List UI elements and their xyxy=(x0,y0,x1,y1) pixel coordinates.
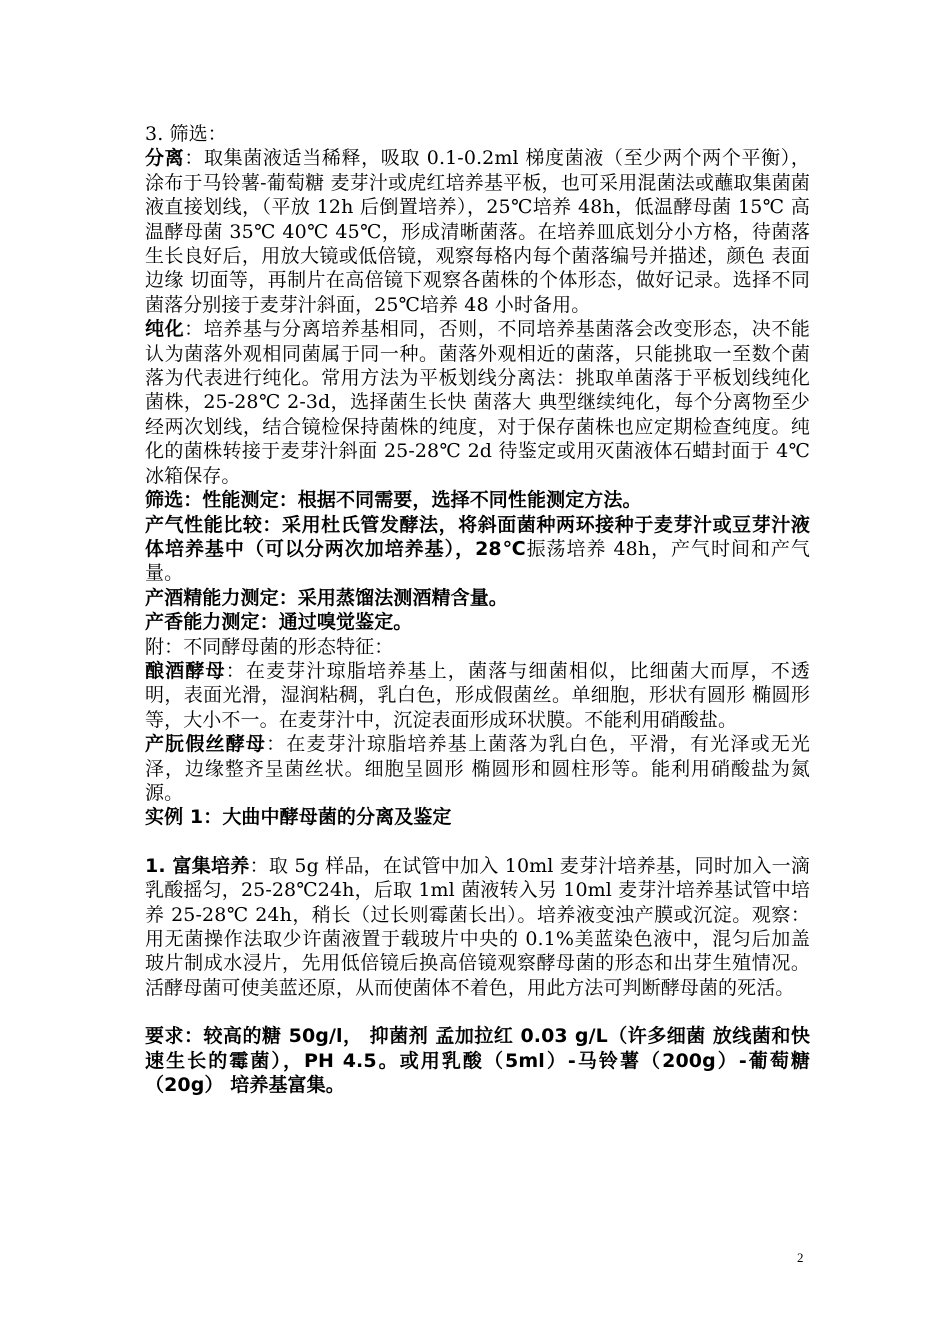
section-heading: 3. 筛选： xyxy=(145,123,227,145)
purification-paragraph xyxy=(145,317,810,488)
pseudohyphae-paragraph xyxy=(145,732,810,805)
gas-production-paragraph xyxy=(145,513,810,586)
aroma-line: 产香能力测定：通过嗅觉鉴定。 xyxy=(145,611,413,634)
separation-paragraph xyxy=(145,146,810,317)
spacer xyxy=(145,830,810,854)
gas-production-text: 振荡培养 48h，产气时间和产气量。 xyxy=(145,537,811,585)
enrichment-paragraph xyxy=(145,854,810,1000)
purification-text: ：培养基与分离培养基相同，否则，不同培养基菌落会改变形态，决不能认为菌落外观相同菌属于同一种。菌落外观相近的菌落，只能挑取一至数个菌落为代表进行纯化。常用方法为平板划线分离法：挑取单菌落于平板划线纯化菌株，25-28℃ 2-3d，选择菌生长快 菌落大 典型继续纯化，每个分离物至少经两次划线，结合镜检保持菌株的纯度，对于保存菌株也应定期检查纯度。纯化的菌株转接于麦芽汁斜面 25-28℃ 2d 待鉴定或用灭菌液体石蜡封面于 4℃冰箱保存。 xyxy=(145,318,811,487)
enrichment-text: ：取 5g 样品，在试管中加入 10ml 麦芽汁培养基，同时加入一滴乳酸摇匀，25-28℃24h，后取 1ml 菌液转入另 10ml 麦芽汁培养基试管中培养 25-28℃ 24h，稍长（过长则霉菌长出）。培养液变浊产膜或沉淀。观察：用无菌操作法取少许菌液置于载玻片中央的 0.1%美蓝染色液中，混匀后加盖玻片制成水浸片，先用低倍镜后换高倍镜观察酵母菌的形态和出芽生殖情况。活酵母菌可使美蓝还原，从而使菌体不着色，用此方法可判断酵母菌的死活。 xyxy=(145,854,810,999)
requirements-paragraph: 要求：较高的糖 50g/l， 抑菌剂 孟加拉红 0.03 g/L（许多细菌 放线菌和快速生长的霉菌），PH 4.5。或用乳酸（5ml）-马铃薯（200g）-葡萄糖 （20g） 培养基富集。 xyxy=(145,1025,810,1097)
spacer xyxy=(145,1000,810,1024)
separation-text: ：取集菌液适当稀释，吸取 0.1-0.2ml 梯度菌液（至少两个两个平衡），涂布于马铃薯-葡萄糖 麦芽汁或虎红培养基平板，也可采用混菌法或蘸取集菌菌液直接划线，（平放 12h 后倒置培养），25℃培养 48h，低温酵母菌 15℃ 高温酵母菌 35℃ 40℃ 45℃，形成清晰菌落。在培养皿底划分小方格，待菌落生长良好后，用放大镜或低倍镜，观察每格内每个菌落编号并描述，颜色 表面 边缘 切面等，再制片在高倍镜下观察各菌株的个体形态，做好记录。选择不同菌落分别接于麦芽汁斜面，25℃培养 48 小时备用。 xyxy=(145,147,811,316)
page-number: 2 xyxy=(797,1250,804,1265)
alcohol-line: 产酒精能力测定：采用蒸馏法测酒精含量。 xyxy=(145,586,508,609)
appendix-line: 附：不同酵母菌的形态特征： xyxy=(145,635,394,658)
document-body xyxy=(145,122,810,1097)
gas-production-bold: 产气性能比较：采用杜氏管发酵法，将斜面菌种两环接种于麦芽汁或豆芽汁液体培养基中（可以分两次加培养基），28℃ xyxy=(145,513,810,560)
saccharomyces-label: 酿酒酵母 xyxy=(145,659,226,682)
pseudohyphae-text: ：在麦芽汁琼脂培养基上菌落为乳白色，平滑，有光泽或无光泽，边缘整齐呈菌丝状。细胞呈圆形 椭圆形和圆柱形等。能利用硝酸盐为氮源。 xyxy=(145,733,810,804)
enrichment-label: 1. 富集培养 xyxy=(145,854,250,877)
saccharomyces-text: ：在麦芽汁琼脂培养基上，菌落与细菌相似，比细菌大而厚，不透明，表面光滑，湿润粘稠，乳白色，形成假菌丝。单细胞，形状有圆形 椭圆形等，大小不一。在麦芽汁中，沉淀表面形成环状膜。不能利用硝酸盐。 xyxy=(145,659,811,731)
separation-label: 分离 xyxy=(145,147,185,170)
pseudohyphae-label: 产朊假丝酵母 xyxy=(145,733,267,756)
saccharomyces-paragraph xyxy=(145,659,810,732)
example-heading: 实例 1：大曲中酵母菌的分离及鉴定 xyxy=(145,806,452,829)
screening-line: 筛选：性能测定：根据不同需要，选择不同性能测定方法。 xyxy=(145,489,642,512)
purification-label: 纯化 xyxy=(145,318,185,341)
